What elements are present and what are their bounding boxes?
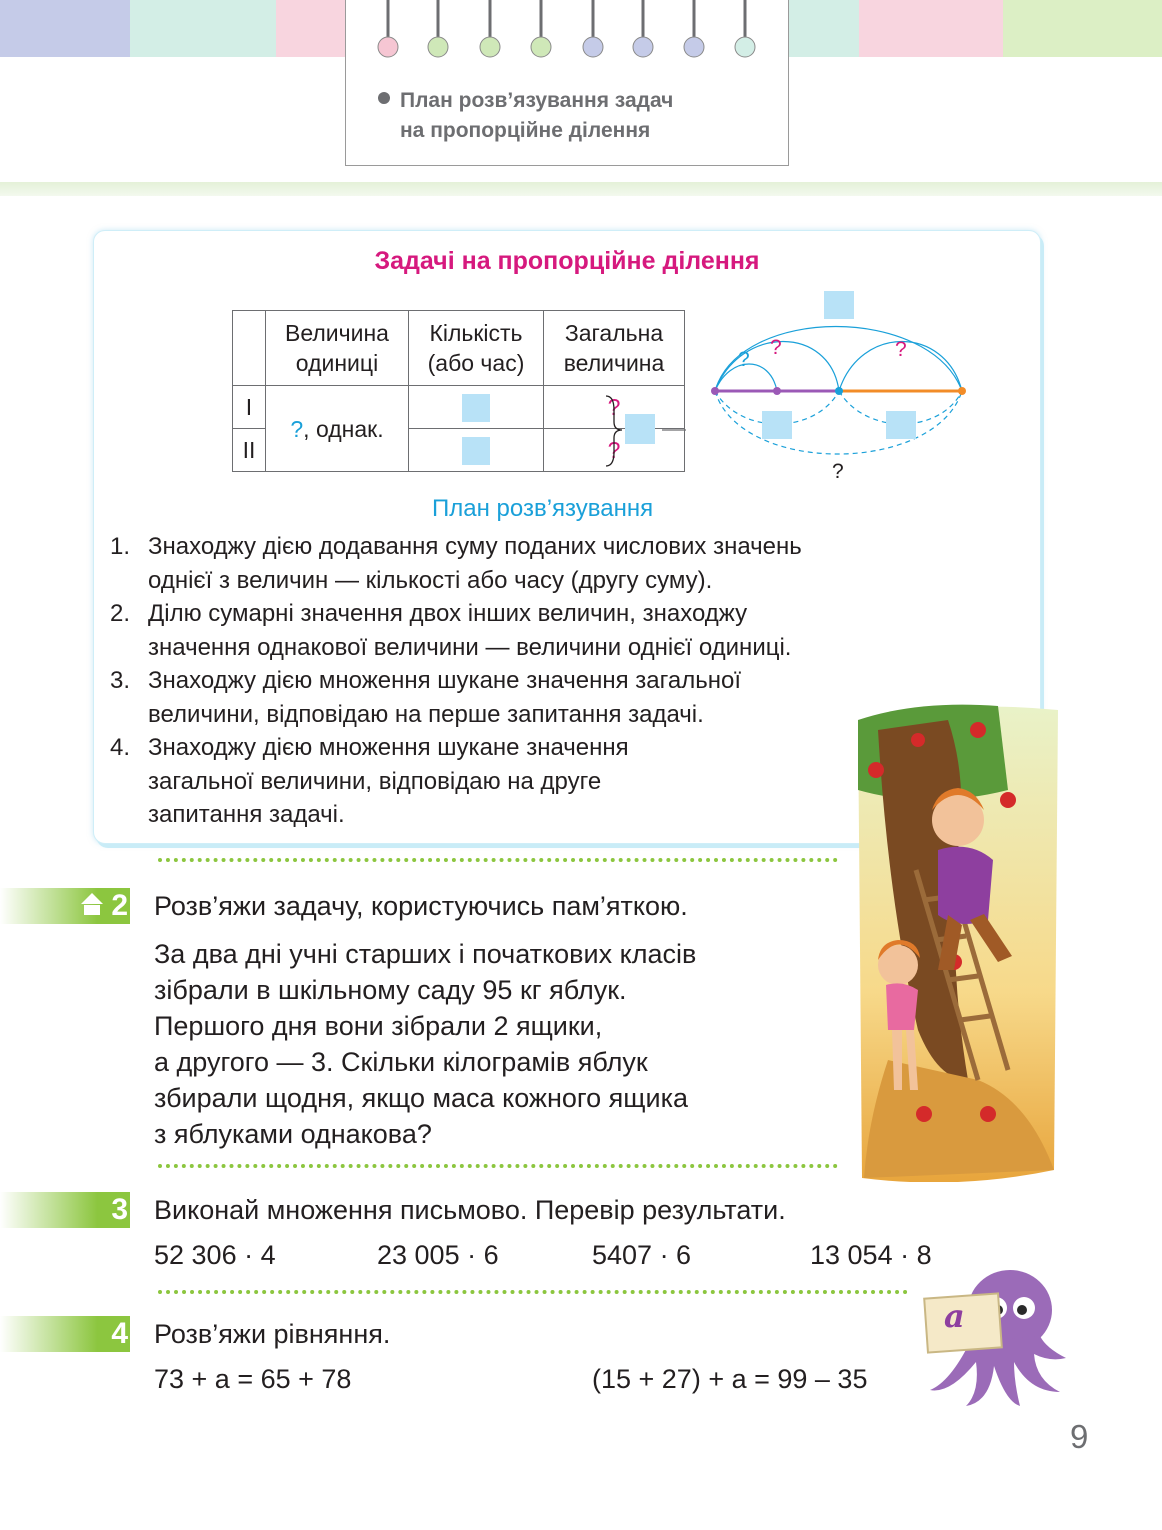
task3-instruction: Виконай множення письмово. Перевір результати. [154, 1195, 786, 1225]
diagram-question: ? [738, 348, 750, 371]
table-header: Загальна величина [544, 311, 685, 386]
quantity-cell [409, 386, 544, 429]
strip-block [1003, 0, 1162, 57]
strip-block [0, 0, 130, 57]
strip-block [787, 0, 859, 57]
blank-square-icon [462, 394, 490, 422]
plan-item: 1. Знаходжу дією додавання суму поданих числових значень однієї з величин — кількості або часу (другу суму). [110, 533, 802, 594]
task-number-2: 2 [0, 888, 130, 924]
task-number-4: 4 [0, 1316, 130, 1352]
dotted-divider [158, 1164, 838, 1168]
multiplication-expression: 52 306 · 4 [154, 1240, 276, 1270]
equation: 73 + a = 65 + 78 [154, 1364, 352, 1394]
spiral-binding-icon [346, 0, 788, 70]
task2-problem: За два дні учні старших і початкових класів зібрали в шкільному саду 95 кг яблук. Першого дня вони зібрали 2 ящики, а другого — 3. Скільки кілограмів яблук збирали щодня, якщо маса кожного ящика з яблуками однакова? [154, 939, 697, 1149]
strip-block [130, 0, 276, 57]
table-corner-cell [233, 311, 266, 386]
plan-list [110, 530, 802, 832]
strip-block [276, 0, 346, 57]
home-icon [81, 893, 103, 915]
total-cell: ? [544, 429, 685, 472]
plan-item: 3. Знаходжу дією множення шукане значення загальної величини, відповідаю на перше запитання задачі. [110, 667, 742, 728]
diagram-question: ? [770, 336, 782, 359]
plan-title: План розв’язування [432, 495, 654, 522]
variable-card-letter: a [944, 1297, 965, 1335]
plan-item: 4. Знаходжу дією множення шукане значення загальної величини, відповідаю на друге запитання задачі. [110, 734, 629, 828]
header-divider [0, 182, 1162, 196]
unit-value-cell: ?, однак. [266, 386, 409, 472]
total-cell: ? [544, 386, 685, 429]
memo-title: Задачі на пропорційне ділення [374, 247, 760, 275]
task4-instruction: Розв’яжи рівняння. [154, 1319, 391, 1349]
dotted-divider [158, 1290, 908, 1294]
page-number: 9 [1070, 1418, 1089, 1455]
table-header: Кількість (або час) [409, 311, 544, 386]
task-number-3: 3 [0, 1192, 130, 1228]
dotted-divider [158, 858, 838, 862]
plan-item: 2. Ділю сумарні значення двох інших величин, знаходжу значення однакової величини — величини однієї одиниці. [110, 600, 792, 661]
table-header: Величина одиниці [266, 311, 409, 386]
multiplication-expression: 5407 · 6 [592, 1240, 692, 1270]
quantity-cell [409, 429, 544, 472]
brace-sum-icon [600, 392, 690, 472]
apple-tree-illustration [858, 700, 1058, 1182]
diagram-question: ? [832, 460, 844, 483]
row-label: II [233, 429, 266, 472]
task2-instruction: Розв’яжи задачу, користуючись пам’яткою. [154, 891, 688, 921]
topic-notebook [345, 0, 789, 166]
topic-title: План розв’язування задач на пропорційне ділення [378, 86, 673, 146]
strip-block [859, 0, 1003, 57]
row-label: I [233, 386, 266, 429]
multiplication-expression: 13 054 · 8 [810, 1240, 932, 1270]
equation: (15 + 27) + a = 99 – 35 [592, 1364, 868, 1394]
segment-diagram [700, 285, 990, 485]
blank-square-icon [462, 437, 490, 465]
diagram-question: ? [895, 338, 907, 361]
bullet-icon [378, 92, 390, 104]
octopus-illustration [910, 1262, 1070, 1408]
multiplication-expression: 23 005 · 6 [377, 1240, 499, 1270]
